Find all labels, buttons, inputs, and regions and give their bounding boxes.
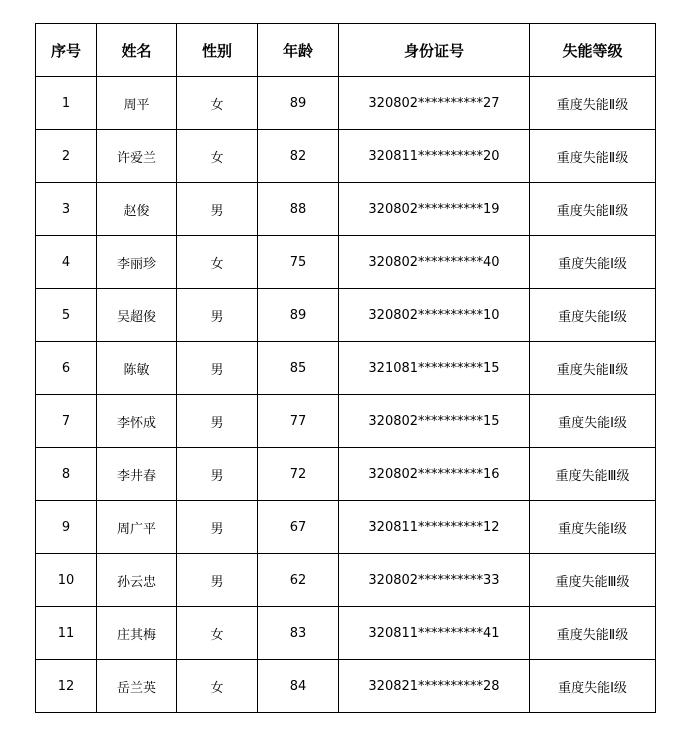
cell-index: 11 [36, 607, 97, 660]
cell-disability-level: 重度失能Ⅲ级 [530, 554, 656, 607]
cell-disability-level: 重度失能Ⅰ级 [530, 289, 656, 342]
cell-disability-level: 重度失能Ⅲ级 [530, 448, 656, 501]
cell-index: 7 [36, 395, 97, 448]
cell-age: 89 [258, 77, 339, 130]
cell-name: 陈敏 [97, 342, 177, 395]
cell-disability-level: 重度失能Ⅰ级 [530, 236, 656, 289]
cell-disability-level: 重度失能Ⅰ级 [530, 660, 656, 713]
cell-age: 84 [258, 660, 339, 713]
cell-index: 9 [36, 501, 97, 554]
header-row [36, 24, 656, 77]
table-row [36, 607, 656, 660]
cell-age: 72 [258, 448, 339, 501]
cell-id-number: 320802**********10 [339, 289, 530, 342]
cell-gender: 女 [177, 77, 258, 130]
cell-age: 75 [258, 236, 339, 289]
cell-index: 5 [36, 289, 97, 342]
table-row [36, 501, 656, 554]
cell-name: 岳兰英 [97, 660, 177, 713]
table-row [36, 342, 656, 395]
cell-gender: 女 [177, 236, 258, 289]
cell-name: 周平 [97, 77, 177, 130]
cell-gender: 男 [177, 289, 258, 342]
cell-disability-level: 重度失能Ⅱ级 [530, 77, 656, 130]
cell-age: 77 [258, 395, 339, 448]
cell-id-number: 320811**********20 [339, 130, 530, 183]
cell-index: 10 [36, 554, 97, 607]
cell-name: 李井春 [97, 448, 177, 501]
cell-gender: 女 [177, 660, 258, 713]
cell-name: 李怀成 [97, 395, 177, 448]
table-row [36, 289, 656, 342]
cell-disability-level: 重度失能Ⅱ级 [530, 130, 656, 183]
cell-name: 赵俊 [97, 183, 177, 236]
header-index: 序号 [36, 24, 97, 77]
header-gender: 性别 [177, 24, 258, 77]
table-row [36, 77, 656, 130]
cell-gender: 女 [177, 607, 258, 660]
table-row [36, 183, 656, 236]
cell-disability-level: 重度失能Ⅰ级 [530, 501, 656, 554]
cell-id-number: 320802**********15 [339, 395, 530, 448]
table-body [36, 77, 656, 713]
cell-id-number: 320811**********12 [339, 501, 530, 554]
cell-age: 85 [258, 342, 339, 395]
cell-index: 8 [36, 448, 97, 501]
cell-id-number: 320802**********40 [339, 236, 530, 289]
cell-id-number: 320821**********28 [339, 660, 530, 713]
disability-table [35, 23, 656, 713]
cell-name: 周广平 [97, 501, 177, 554]
table-row [36, 130, 656, 183]
cell-gender: 男 [177, 501, 258, 554]
table-row [36, 395, 656, 448]
table-row [36, 554, 656, 607]
cell-id-number: 321081**********15 [339, 342, 530, 395]
table-row [36, 660, 656, 713]
cell-age: 82 [258, 130, 339, 183]
cell-index: 1 [36, 77, 97, 130]
cell-index: 2 [36, 130, 97, 183]
table-row [36, 448, 656, 501]
cell-index: 6 [36, 342, 97, 395]
cell-gender: 男 [177, 554, 258, 607]
cell-disability-level: 重度失能Ⅱ级 [530, 342, 656, 395]
cell-id-number: 320802**********16 [339, 448, 530, 501]
cell-gender: 男 [177, 395, 258, 448]
cell-age: 67 [258, 501, 339, 554]
cell-id-number: 320802**********33 [339, 554, 530, 607]
cell-id-number: 320811**********41 [339, 607, 530, 660]
cell-age: 83 [258, 607, 339, 660]
cell-disability-level: 重度失能Ⅱ级 [530, 183, 656, 236]
cell-gender: 男 [177, 342, 258, 395]
cell-index: 4 [36, 236, 97, 289]
cell-id-number: 320802**********19 [339, 183, 530, 236]
cell-index: 3 [36, 183, 97, 236]
cell-gender: 男 [177, 183, 258, 236]
cell-name: 孙云忠 [97, 554, 177, 607]
table-row [36, 236, 656, 289]
header-disability-level: 失能等级 [530, 24, 656, 77]
cell-age: 88 [258, 183, 339, 236]
cell-name: 庄其梅 [97, 607, 177, 660]
header-name: 姓名 [97, 24, 177, 77]
cell-disability-level: 重度失能Ⅱ级 [530, 607, 656, 660]
header-age: 年龄 [258, 24, 339, 77]
cell-id-number: 320802**********27 [339, 77, 530, 130]
cell-name: 许爱兰 [97, 130, 177, 183]
header-id-number: 身份证号 [339, 24, 530, 77]
cell-name: 李丽珍 [97, 236, 177, 289]
cell-index: 12 [36, 660, 97, 713]
cell-age: 62 [258, 554, 339, 607]
cell-gender: 女 [177, 130, 258, 183]
cell-name: 吴超俊 [97, 289, 177, 342]
cell-disability-level: 重度失能Ⅰ级 [530, 395, 656, 448]
cell-age: 89 [258, 289, 339, 342]
cell-gender: 男 [177, 448, 258, 501]
